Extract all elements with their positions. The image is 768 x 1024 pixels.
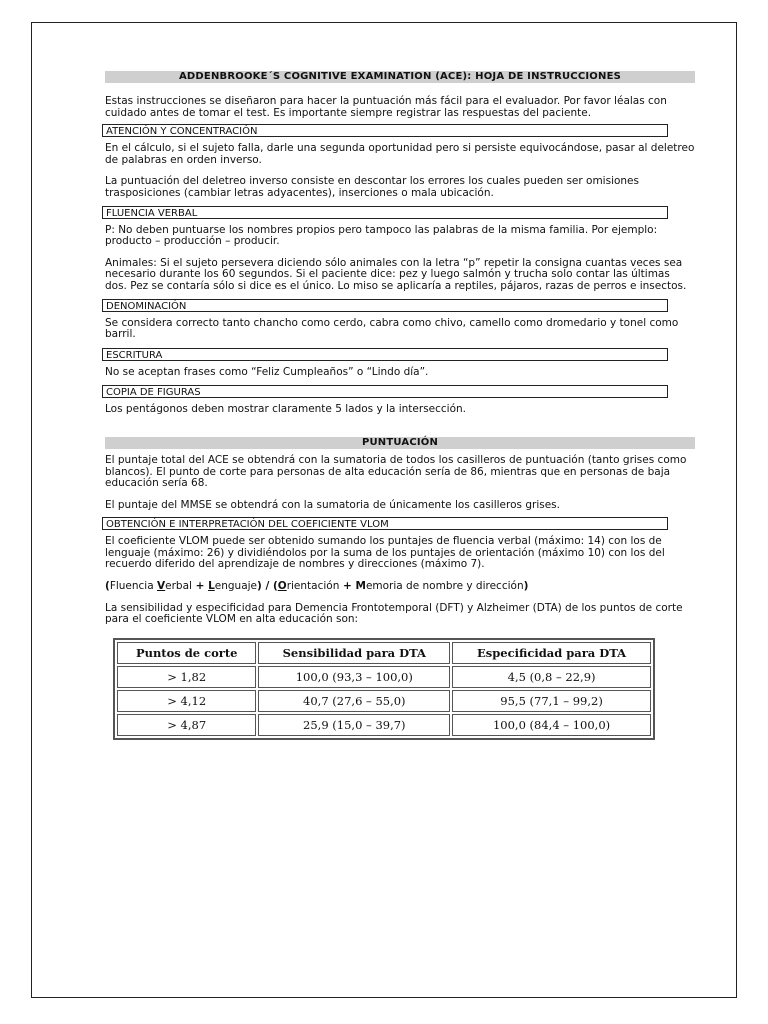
section-heading-escritura: ESCRITURA: [102, 348, 668, 361]
table-header-cell: Especificidad para DTA: [452, 642, 651, 664]
table-cell: 4,5 (0,8 – 22,9): [452, 666, 651, 688]
vlom-formula: (Fluencia Verbal + Lenguaje) / (Orientación + Memoria de nombre y dirección): [105, 580, 529, 593]
puntuacion-paragraph-1: El puntaje total del ACE se obtendrá con la sumatoria de todos los casilleros de puntuación (tanto grises como blancos). El punto de corte para personas de alta educación sería de 86, mientras que en personas de baja educación sería 68.: [105, 453, 687, 490]
fluencia-paragraph-2: Animales: Si el sujeto persevera diciendo sólo animales con la letra “p” repetir la consigna cuantas veces sea necesario durante los 60 segundos. Si el paciente dice: pez y luego salmón y trucha solo contar las últimas dos. Pez se contaría sólo si dice es el único. Lo miso se aplicaría a reptiles, pájaros, razas de perros e insectos.: [105, 256, 687, 292]
escritura-paragraph: No se aceptan frases como “Feliz Cumpleaños” o “Lindo día”.: [105, 365, 429, 378]
table-header-cell: Sensibilidad para DTA: [258, 642, 450, 664]
table-row: [117, 690, 651, 712]
table-cell: 95,5 (77,1 – 99,2): [452, 690, 651, 712]
document-title: ADDENBROOKE´S COGNITIVE EXAMINATION (ACE): HOJA DE INSTRUCCIONES: [105, 71, 695, 83]
table-cell: > 1,82: [117, 666, 256, 688]
table-header-cell: Puntos de corte: [117, 642, 256, 664]
table-cell: 40,7 (27,6 – 55,0): [258, 690, 450, 712]
table-cell: > 4,87: [117, 714, 256, 736]
vlom-results-table: [113, 638, 655, 740]
table-header-row: [117, 642, 651, 664]
section-heading-vlom: OBTENCIÓN E INTERPRETACIÓN DEL COEFICIENTE VLOM: [102, 517, 668, 530]
fluencia-paragraph-1: P: No deben puntuarse los nombres propios pero tampoco las palabras de la misma familia. Por ejemplo: producto – producción – producir.: [105, 223, 658, 248]
table-cell: 25,9 (15,0 – 39,7): [258, 714, 450, 736]
puntuacion-heading: PUNTUACIÓN: [105, 437, 695, 449]
table-cell: 100,0 (84,4 – 100,0): [452, 714, 651, 736]
table-cell: > 4,12: [117, 690, 256, 712]
puntuacion-paragraph-2: El puntaje del MMSE se obtendrá con la sumatoria de únicamente los casilleros grises.: [105, 498, 560, 511]
section-heading-atencion: ATENCIÓN Y CONCENTRACIÓN: [102, 124, 668, 137]
document-page: [31, 22, 737, 998]
table-cell: 100,0 (93,3 – 100,0): [258, 666, 450, 688]
vlom-paragraph-1: El coeficiente VLOM puede ser obtenido sumando los puntajes de fluencia verbal (máximo: 14) con los de lenguaje (máximo: 26) y dividiéndolos por la suma de los puntajes de orientación (máximo 10) con los del recuerdo diferido del aprendizaje de nombres y direcciones (máximo 7).: [105, 535, 665, 571]
table-row: [117, 666, 651, 688]
document-content: [105, 71, 695, 740]
section-heading-copia: COPIA DE FIGURAS: [102, 385, 668, 398]
section-heading-fluencia: FLUENCIA VERBAL: [102, 206, 668, 219]
table-row: [117, 714, 651, 736]
atencion-paragraph-2: La puntuación del deletreo inverso consiste en descontar los errores los cuales pueden ser omisiones trasposiciones (cambiar letras adyacentes), inserciones o mala ubicación.: [105, 175, 639, 199]
vlom-paragraph-2: La sensibilidad y especificidad para Demencia Frontotemporal (DFT) y Alzheimer (DTA) de los puntos de corte para el coeficiente VLOM en alta educación son:: [105, 601, 683, 626]
copia-paragraph: Los pentágonos deben mostrar claramente 5 lados y la intersección.: [105, 403, 467, 416]
atencion-paragraph-1: En el cálculo, si el sujeto falla, darle una segunda oportunidad pero si persiste equivocándose, pasar al deletreo de palabras en orden inverso.: [105, 142, 695, 166]
section-heading-denominacion: DENOMINACIÓN: [102, 299, 668, 312]
intro-paragraph: Estas instrucciones se diseñaron para hacer la puntuación más fácil para el evaluador. Por favor léalas con cuidado antes de tomar el test. Es importante siempre registrar las respuestas del paciente.: [105, 95, 667, 119]
denominacion-paragraph: Se considera correcto tanto chancho como cerdo, cabra como chivo, camello como dromedario y tonel como barril.: [105, 316, 679, 341]
